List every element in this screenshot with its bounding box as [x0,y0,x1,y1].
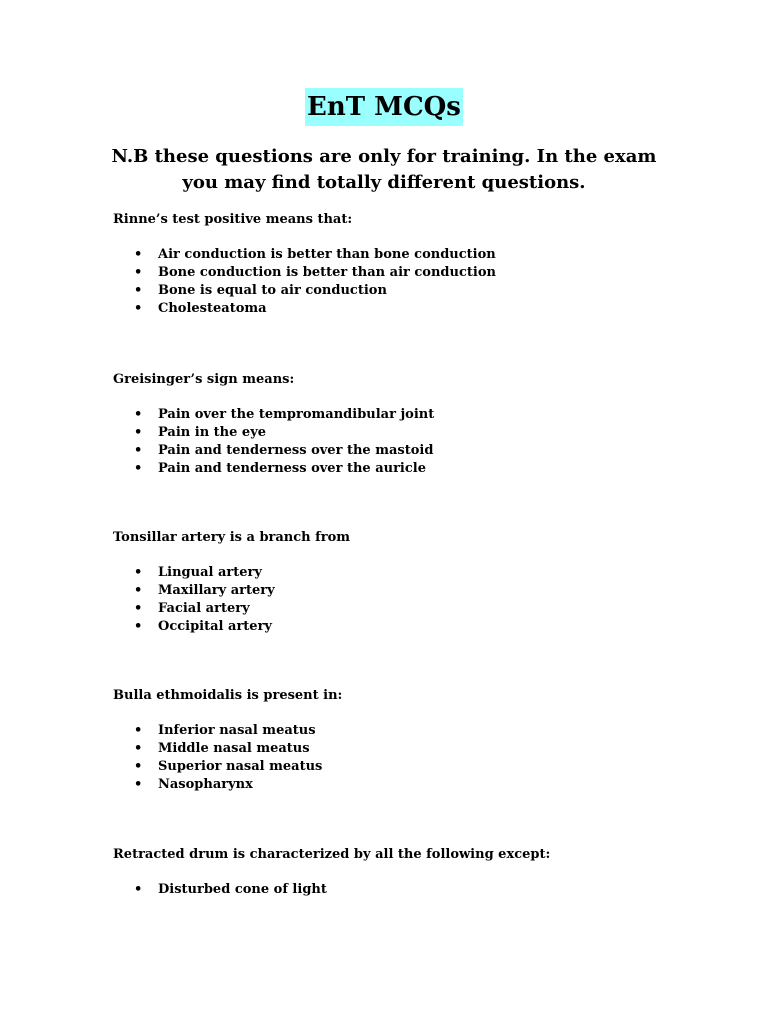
option-item [113,740,733,758]
bullet-icon: • [134,759,143,774]
option-list [113,881,733,899]
option-label: Middle nasal meatus [158,741,310,756]
bullet-icon: • [134,619,143,634]
option-item [113,564,733,582]
option-item [113,776,733,794]
bullet-icon: • [134,741,143,756]
option-label: Pain over the tempromandibular joint [158,407,435,422]
question-text: Greisinger’s sign means: [113,372,295,387]
option-label: Disturbed cone of light [158,882,327,897]
question-text: Bulla ethmoidalis is present in: [113,688,343,703]
option-item [113,246,733,264]
option-item [113,406,733,424]
option-label: Occipital artery [158,619,272,634]
option-label: Nasopharynx [158,777,253,792]
option-item [113,282,733,300]
training-note-line-2: you may find totally different questions. [182,172,586,193]
option-item [113,582,733,600]
bullet-icon: • [134,565,143,580]
option-label: Cholesteatoma [158,301,267,316]
option-item [113,442,733,460]
training-note [0,144,768,196]
option-list [113,246,733,318]
bullet-icon: • [134,443,143,458]
bullet-icon: • [134,723,143,738]
bullet-icon: • [134,265,143,280]
option-label: Air conduction is better than bone conduction [158,247,496,262]
bullet-icon: • [134,461,143,476]
option-label: Bone conduction is better than air conduction [158,265,496,280]
option-item [113,722,733,740]
question-text: Rinne’s test positive means that: [113,212,353,227]
page-title: EnT MCQs [305,88,463,126]
option-label: Lingual artery [158,565,262,580]
question-3 [113,529,733,636]
question-2 [113,371,733,478]
option-item [113,881,733,899]
option-label: Inferior nasal meatus [158,723,316,738]
question-1 [113,211,733,318]
question-text: Retracted drum is characterized by all the following except: [113,847,551,862]
option-item [113,758,733,776]
bullet-icon: • [134,601,143,616]
option-item [113,460,733,478]
bullet-icon: • [134,882,143,897]
question-text: Tonsillar artery is a branch from [113,530,351,545]
bullet-icon: • [134,407,143,422]
training-note-line-1: N.B these questions are only for training. In the exam [111,146,657,167]
option-label: Facial artery [158,601,250,616]
bullet-icon: • [134,247,143,262]
option-list [113,564,733,636]
option-label: Pain in the eye [158,425,267,440]
question-5 [113,846,733,899]
question-4 [113,687,733,794]
option-item [113,600,733,618]
option-label: Pain and tenderness over the auricle [158,461,426,476]
bullet-icon: • [134,583,143,598]
bullet-icon: • [134,425,143,440]
option-item [113,300,733,318]
bullet-icon: • [134,301,143,316]
option-label: Maxillary artery [158,583,275,598]
option-item [113,424,733,442]
bullet-icon: • [134,777,143,792]
option-item [113,264,733,282]
option-label: Bone is equal to air conduction [158,283,387,298]
title-wrap [0,88,768,126]
bullet-icon: • [134,283,143,298]
option-label: Superior nasal meatus [158,759,323,774]
option-item [113,618,733,636]
option-label: Pain and tenderness over the mastoid [158,443,434,458]
option-list [113,406,733,478]
option-list [113,722,733,794]
